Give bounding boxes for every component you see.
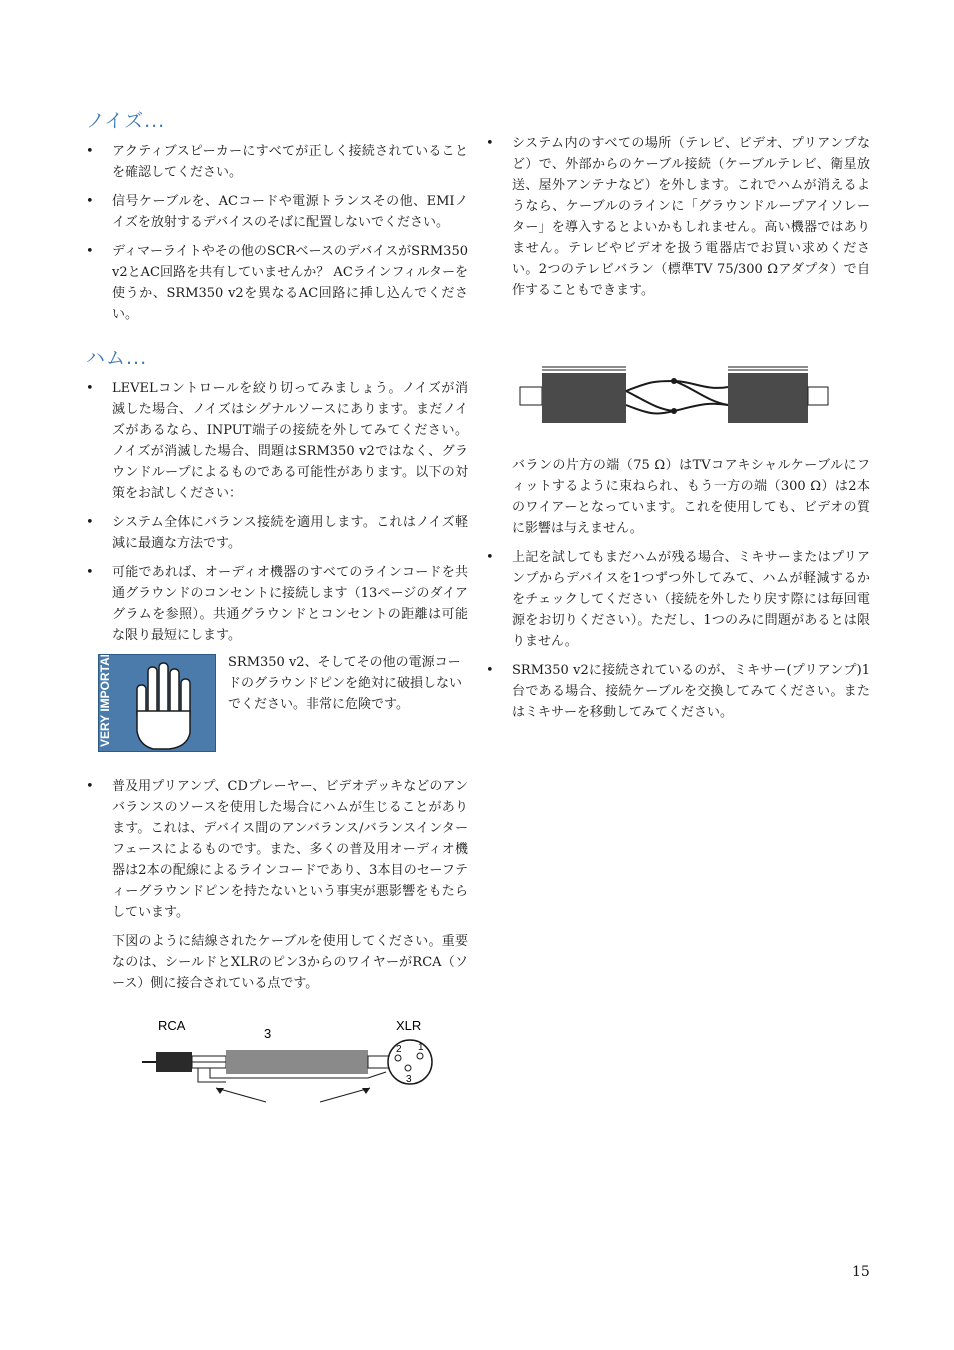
bullet: •: [86, 194, 94, 209]
list-item-text: 可能であれば、オーディオ機器のすべてのラインコードを共通グラウンドのコンセントに接続します（13ページのダイアグラムを参照）。共通グラウンドとコンセントの距離は可能な限り最短にします。: [112, 565, 468, 643]
list-item: [86, 378, 468, 504]
right-list-continued: [486, 547, 870, 723]
hum-list-continued: [86, 776, 468, 923]
rca-label: RCA: [158, 1018, 186, 1033]
balun-description: バランの片方の端（75 Ω）はTVコアキシャルケーブルにフィットするように束ねられ、もう一方の端（300 Ω）は2本のワイアーとなっています。これを使用しても、ビデオの質に影響は与えません。: [512, 458, 870, 536]
noise-list: [86, 141, 468, 325]
right-list: [486, 133, 870, 301]
right-column: [486, 133, 870, 731]
list-item: [86, 776, 468, 923]
rca-xlr-cable-diagram: [86, 1016, 468, 1116]
noise-heading: ノイズ...: [86, 110, 166, 132]
list-item-text: 信号ケーブルを、ACコードや電源トランスその他、EMIノイズを放射するデバイスのそばに配置しないでください。: [112, 194, 468, 230]
balun-svg: [486, 325, 870, 435]
balun-right: [728, 373, 808, 423]
list-item: [86, 512, 468, 554]
xlr-pin-3: 3: [406, 1074, 412, 1085]
balun-left: [542, 373, 626, 423]
bullet: •: [86, 244, 94, 259]
list-item-text: システム内のすべての場所（テレビ、ビデオ、プリアンプなど）で、外部からのケーブル接続（ケーブルテレビ、衛星放送、屋外アンテナなど）を外します。これでハムが消えるようなら、ケーブルのラインに「グラウンドループアイソレーター」を導入するとよいかもしれません。高い機器ではありません。テレビやビデオを扱う電器店でお買い求めください。2つのテレビバラン（標準TV 75/300 Ωアダプタ）で自作することもできます。: [512, 136, 870, 298]
xlr-pin-2: 2: [396, 1044, 402, 1055]
bullet: •: [486, 550, 494, 565]
bullet: •: [86, 565, 94, 580]
bullet: •: [486, 663, 494, 678]
paragraph: 下図のように結線されたケーブルを使用してください。重要なのは、シールドとXLRのピン3からのワイヤーがRCA（ソース）側に接合されている点です。: [112, 934, 468, 991]
list-item: [86, 191, 468, 233]
list-item-text: システム全体にバランス接続を適用します。これはノイズ軽減に最適な方法です。: [112, 515, 468, 551]
list-item: [486, 547, 870, 652]
left-column: [86, 100, 468, 1116]
list-item-text: 上記を試してもまだハムが残る場合、ミキサーまたはプリアンプからデバイスを1つずつ外してみて、ハムが軽減するかをチェックしてください（接続を外したり戻す際には毎回電源をお切りください）。ただし、1つのみに問題があるとは限りません。: [512, 550, 870, 649]
pin-3-label: 3: [264, 1026, 272, 1041]
rca-plug: [156, 1052, 192, 1072]
list-item-text: LEVELコントロールを絞り切ってみましょう。ノイズが消滅した場合、ノイズはシグナルソースにあります。まだノイズがあるなら、INPUT端子の接続を外してみてください。ノイズが消滅した場合、問題はSRM350 v2ではなく、グラウンドループによるものである可能性があります。以下の対策をお試しください：: [112, 381, 468, 501]
list-item-text: アクティブスピーカーにすべてが正しく接続されていることを確認してください。: [112, 144, 468, 180]
list-item: [486, 133, 870, 301]
list-item-text: SRM350 v2に接続されているのが、ミキサー(プリアンプ)1台である場合、接続ケーブルを交換してみてください。またはミキサーを移動してみてください。: [512, 663, 870, 720]
bullet: •: [486, 136, 494, 151]
list-item: [86, 141, 468, 183]
very-important-icon: [98, 654, 216, 752]
list-item: [86, 241, 468, 325]
hum-list: [86, 378, 468, 646]
bullet: •: [86, 381, 94, 396]
bullet: •: [86, 515, 94, 530]
cable-body: [226, 1050, 368, 1074]
bullet: •: [86, 779, 94, 794]
page-number: 15: [852, 1264, 870, 1280]
xlr-pin-1: 1: [418, 1042, 424, 1053]
hum-heading: ハム...: [86, 347, 148, 369]
list-item-text: ディマーライトやその他のSCRベースのデバイスがSRM350 v2とAC回路を共有していませんか？ ACラインフィルターを使うか、SRM350 v2を異なるAC回路に挿し込んでください。: [112, 244, 468, 322]
balun-diagram: [486, 325, 870, 435]
warning-text: SRM350 v2、そしてその他の電源コードのグラウンドピンを絶対に破損しないでください。非常に危険です。: [228, 655, 463, 712]
warning-box: [98, 654, 468, 758]
bullet: •: [86, 144, 94, 159]
list-item: [86, 562, 468, 646]
cable-diagram-svg: [86, 1016, 468, 1116]
icon-label: VERY IMPORTANT: [99, 655, 112, 747]
list-item: [486, 660, 870, 723]
list-item-text: 普及用プリアンプ、CDプレーヤー、ビデオデッキなどのアンバランスのソースを使用した場合にハムが生じることがあります。これは、デバイス間のアンバランス/バランスインターフェースによるものです。また、多くの普及用オーディオ機器は2本の配線によるラインコードであり、3本目のセーフティーグラウンドピンを持たないという事実が悪影響をもたらしています。: [112, 779, 468, 920]
hand-icon: [99, 655, 215, 751]
xlr-label: XLR: [396, 1018, 422, 1033]
